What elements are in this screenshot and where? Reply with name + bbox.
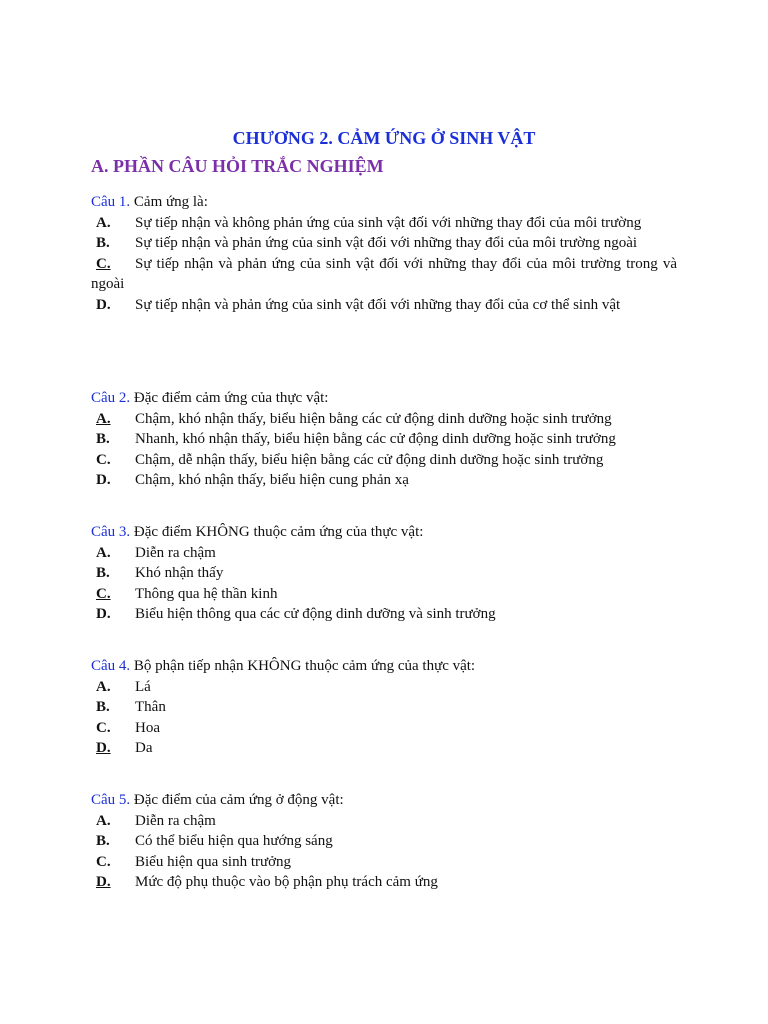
option-letter: C. [96,451,111,468]
question-text: Bộ phận tiếp nhận KHÔNG thuộc cảm ứng của thực vật: [133,658,476,674]
option-letter-correct: D. [96,740,111,756]
option-letter: B. [96,235,110,251]
option-a [91,213,677,234]
question-header [91,656,677,677]
option-text: Sự tiếp nhận và phản ứng của sinh vật đối với những thay đổi của cơ thể sinh vật [135,296,621,313]
question-text: Đặc điểm của cảm ứng ở động vật: [133,792,344,808]
chapter-title: CHƯƠNG 2. CẢM ỨNG Ở SINH VẬT [232,128,536,148]
option-d-correct [91,872,677,893]
option-d-correct [91,738,677,759]
option-text: Sự tiếp nhận và phản ứng của sinh vật đối với những thay đổi của môi trường trong và ngoài [91,255,677,292]
option-c [91,450,677,471]
question-header [91,790,677,811]
option-text: Sự tiếp nhận và phản ứng của sinh vật đối với những thay đổi của môi trường ngoài [135,235,638,251]
option-text: Thông qua hệ thần kinh [135,585,278,602]
option-a [91,543,677,564]
option-letter: B. [96,833,110,849]
option-c-correct [91,254,677,295]
option-text: Chậm, khó nhận thấy, biểu hiện bằng các cử động dinh dưỡng hoặc sinh trưởng [135,410,612,427]
question-header [91,522,677,543]
option-d [91,470,677,491]
option-text: Khó nhận thấy [135,565,224,581]
option-c [91,852,677,873]
section-title: A. PHẦN CÂU HỎI TRẮC NGHIỆM [91,156,384,176]
option-b [91,563,677,584]
option-letter-correct: C. [96,585,111,602]
question-3 [91,522,677,625]
option-letter: B. [96,431,110,447]
question-4 [91,656,677,759]
option-letter: A. [96,544,111,561]
question-5 [91,790,677,893]
question-header [91,388,677,409]
option-text: Chậm, dễ nhận thấy, biểu hiện bằng các cử động dinh dưỡng hoặc sinh trưởng [135,451,604,468]
option-letter: D. [96,296,111,313]
option-text: Biểu hiện thông qua các cử động dinh dưỡng và sinh trưởng [135,606,496,622]
option-c-correct [91,584,677,605]
option-b [91,233,677,254]
option-letter-correct: D. [96,874,111,890]
option-text: Hoa [135,719,160,736]
option-text: Nhanh, khó nhận thấy, biểu hiện bằng các cử động dinh dưỡng hoặc sinh trưởng [135,431,616,447]
option-letter-correct: C. [96,255,111,272]
option-text: Thân [135,699,166,715]
question-label: Câu 2. [91,390,131,406]
question-2 [91,388,677,491]
question-text: Cảm ứng là: [133,194,208,210]
option-d [91,295,677,316]
option-text: Lá [135,678,151,695]
option-letter: A. [96,812,111,829]
option-b [91,697,677,718]
option-letter: B. [96,699,110,715]
option-text: Sự tiếp nhận và không phản ứng của sinh vật đối với những thay đổi của môi trường [135,214,642,231]
option-text: Có thể biểu hiện qua hướng sáng [135,833,333,849]
option-b [91,429,677,450]
option-letter: D. [96,606,111,622]
question-label: Câu 3. [91,524,131,540]
option-a [91,677,677,698]
option-c [91,718,677,739]
question-label: Câu 5. [91,792,131,808]
option-a [91,811,677,832]
option-text: Da [135,740,153,756]
option-letter: A. [96,678,111,695]
option-letter: B. [96,565,110,581]
option-d [91,604,677,625]
question-label: Câu 1. [91,194,131,210]
question-text: Đặc điểm cảm ứng của thực vật: [133,390,329,406]
option-letter: C. [96,719,111,736]
option-letter: A. [96,214,111,231]
option-text: Biểu hiện qua sinh trưởng [135,853,292,870]
question-text: Đặc điểm KHÔNG thuộc cảm ứng của thực vật: [133,524,424,540]
question-label: Câu 4. [91,658,131,674]
option-b [91,831,677,852]
option-letter-correct: A. [96,410,111,427]
option-letter: C. [96,853,111,870]
option-a-correct [91,409,677,430]
question-header [91,192,677,213]
option-letter: D. [96,472,111,488]
option-text: Diễn ra chậm [135,812,216,829]
option-text: Chậm, khó nhận thấy, biểu hiện cung phản xạ [135,472,409,488]
option-text: Diễn ra chậm [135,544,216,561]
question-1 [91,192,677,315]
option-text: Mức độ phụ thuộc vào bộ phận phụ trách cảm ứng [135,874,438,890]
